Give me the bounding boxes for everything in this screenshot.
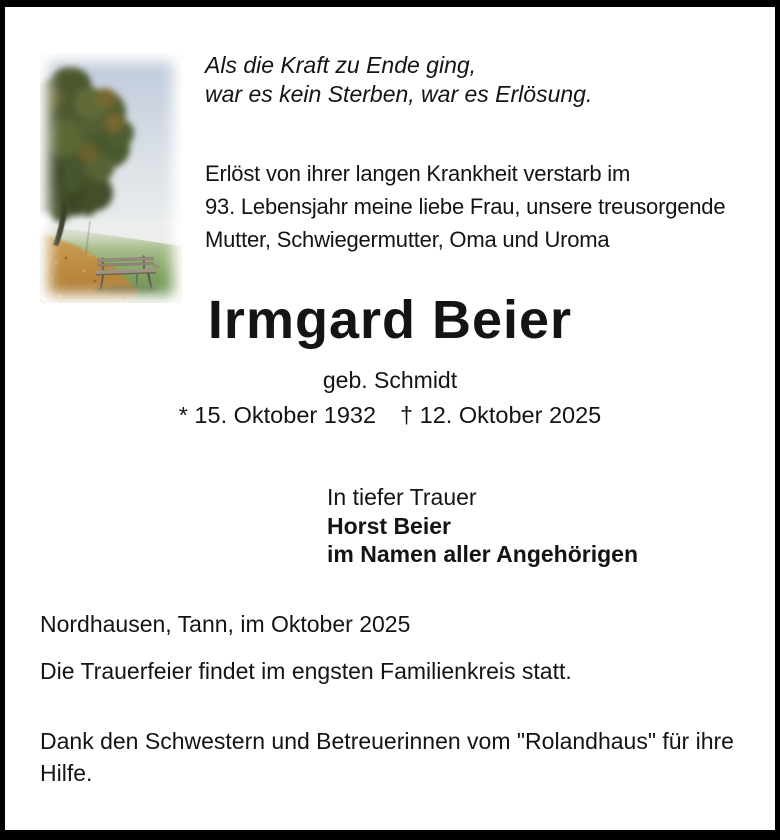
tree-bench-illustration	[40, 53, 182, 303]
mourning-intro: In tiefer Trauer	[327, 484, 477, 510]
thanks-note	[40, 725, 734, 789]
death-date: † 12. Oktober 2025	[400, 402, 602, 428]
funeral-note: Die Trauerfeier findet im engsten Familienkreis statt.	[40, 658, 572, 684]
intro-line-2: 93. Lebensjahr meine liebe Frau, unsere treusorgende	[205, 194, 726, 219]
thanks-line-1: Dank den Schwestern und Betreuerinnen vom "Rolandhaus" für ihre	[40, 728, 734, 754]
intro-line-3: Mutter, Schwiegermutter, Oma und Uroma	[205, 227, 610, 252]
maiden-name: geb. Schmidt	[322, 367, 458, 393]
epigraph-line-1: Als die Kraft zu Ende ging,	[205, 52, 477, 78]
deceased-name: Irmgard Beier	[207, 290, 573, 350]
life-dates	[5, 401, 775, 429]
mourner-name: Horst Beier	[327, 512, 451, 539]
place-and-date: Nordhausen, Tann, im Oktober 2025	[40, 611, 411, 637]
memorial-photo	[40, 53, 182, 303]
thanks-line-2: Hilfe.	[40, 760, 93, 786]
birth-date: * 15. Oktober 1932	[178, 402, 377, 428]
mourning-suffix: im Namen aller Angehörigen	[327, 541, 638, 567]
epigraph	[205, 51, 592, 109]
mourning-block	[327, 483, 638, 569]
epigraph-line-2: war es kein Sterben, war es Erlösung.	[205, 81, 593, 107]
intro-line-1: Erlöst von ihrer langen Krankheit verstarb im	[205, 161, 631, 186]
intro-paragraph	[205, 157, 725, 256]
